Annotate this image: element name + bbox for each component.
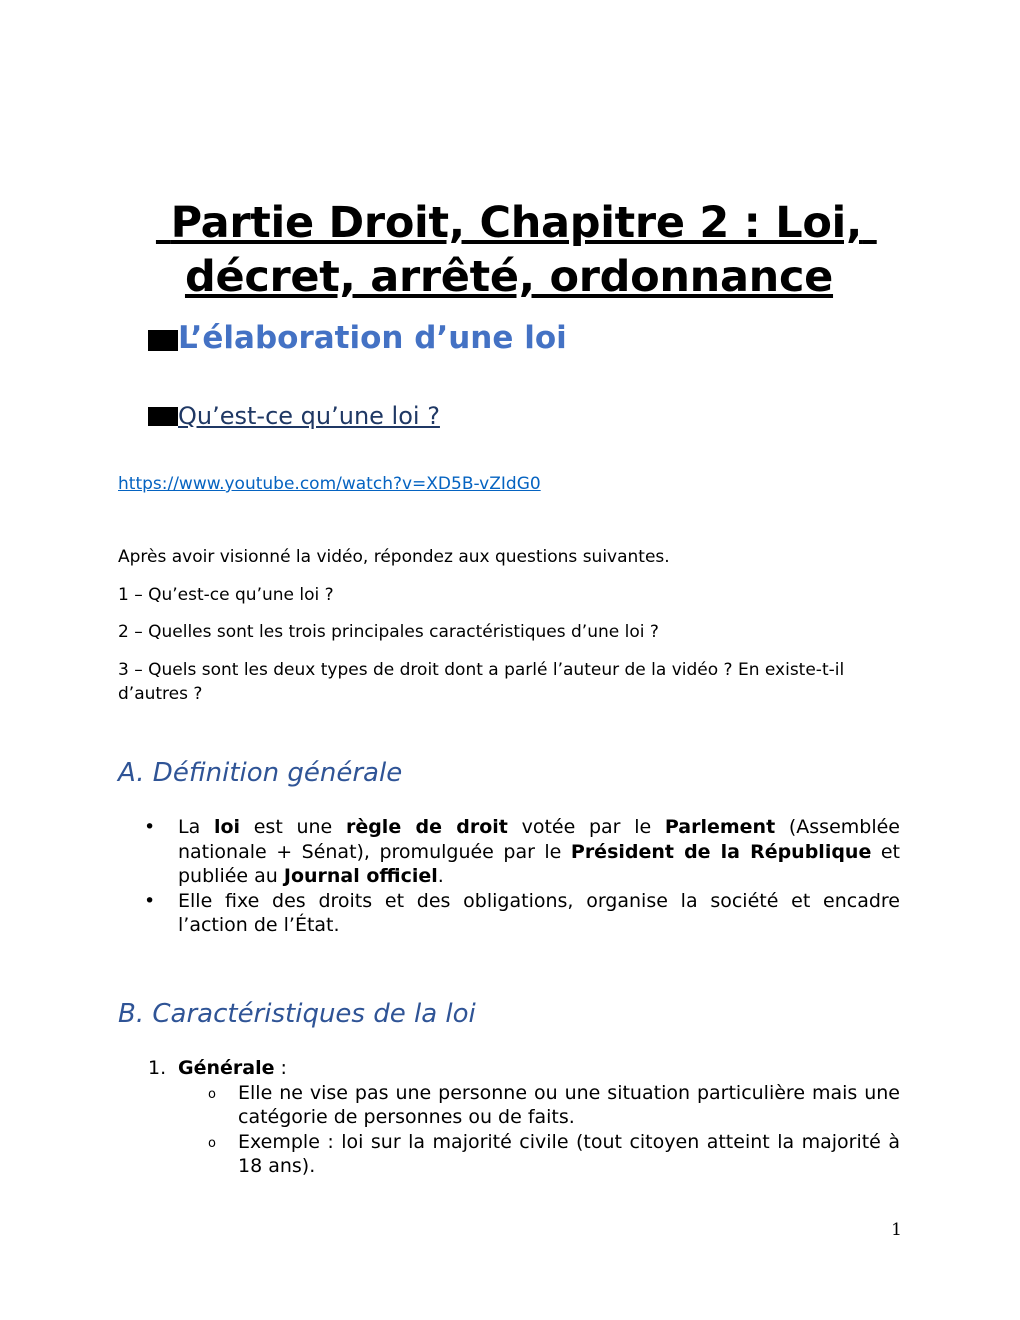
heading-elaboration-text: L’élaboration d’une loi [178,320,567,356]
heading-question-text: Qu’est-ce qu’une loi ? [178,402,440,430]
text-run: Elle ne vise pas une personne ou une situation particulière mais une catégorie de personnes ou de faits. [238,1081,900,1128]
page-number: 1 [891,1220,902,1240]
bold-run: Journal officiel [283,865,438,887]
bold-run: loi [213,816,241,838]
question-3: 3 – Quels sont les deux types de droit dont a parlé l’auteur de la vidéo ? En existe-t-il d’autres ? [118,660,845,704]
text-run: . [437,865,444,887]
list-item [178,1081,900,1130]
circle-bullet-icon: o [208,1135,216,1151]
text-run: Elle fixe des droits et des obligations, organise la société et encadre l’action de l’État. [178,889,900,936]
item-label: Générale [178,1057,275,1079]
text-run: et publiée au [178,840,901,887]
page-title: Partie Droit, Chapitre 2 : Loi, décret, arrêté, ordonnance [155,198,877,302]
video-link[interactable]: https://www.youtube.com/watch?v=XD5B-vZIdG0 [118,474,541,494]
redaction-marker [148,407,178,426]
list-item [118,815,900,889]
sub-list [178,1081,900,1179]
heading-elaboration [148,318,567,358]
list-number: 1. [148,1057,167,1079]
bold-run: Président de la République [570,840,872,863]
bullet-icon: • [144,889,156,912]
list-item [118,1056,900,1179]
item-suffix: : [274,1057,287,1079]
text-run: (Assemblée nationale + Sénat), promulguée par le [178,816,900,863]
list-item [118,889,900,938]
text-run: Exemple : loi sur la majorité civile (tout citoyen atteint la majorité à 18 ans). [238,1130,900,1177]
characteristics-list [118,1056,900,1179]
text-run: votée par le [507,816,665,838]
section-b-heading: B. Caractéristiques de la loi [118,999,476,1029]
bullet-icon: • [144,816,156,838]
list-item [178,1130,900,1179]
definition-list [118,815,900,938]
bold-run: Parlement [664,816,776,838]
question-2: 2 – Quelles sont les trois principales caractéristiques d’une loi ? [118,622,659,642]
section-a-heading: A. Définition générale [118,758,403,788]
question-1: 1 – Qu’est-ce qu’une loi ? [118,585,334,605]
bold-run: règle de droit [345,816,508,838]
circle-bullet-icon: o [208,1086,216,1102]
heading-question [148,400,440,432]
text-run: La [178,816,214,838]
intro-text: Après avoir visionné la vidéo, répondez aux questions suivantes. [118,547,670,567]
redaction-marker [148,330,178,351]
text-run: est une [240,816,346,838]
